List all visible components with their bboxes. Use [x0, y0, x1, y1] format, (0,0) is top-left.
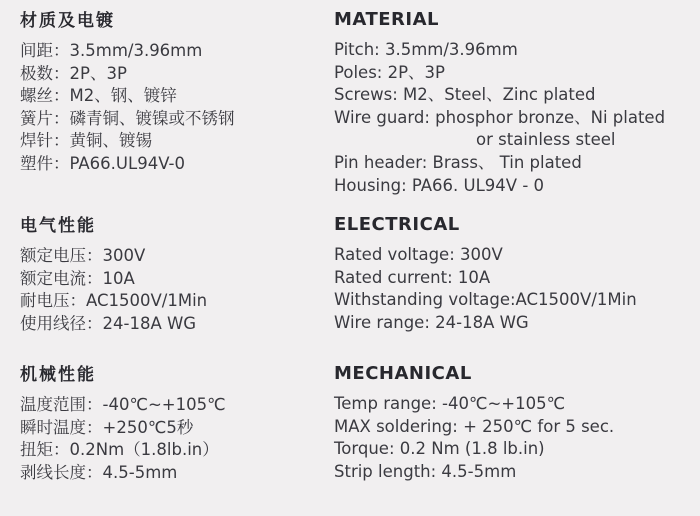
spec-line: Temp range: -40℃~+105℃	[334, 394, 566, 413]
electrical-section-cn	[20, 215, 320, 335]
section-heading: 电气性能	[20, 216, 96, 236]
spec-line: Pitch: 3.5mm/3.96mm	[334, 40, 518, 59]
spec-line: or stainless steel	[476, 130, 616, 150]
spec-line: Withstanding voltage:AC1500V/1Min	[334, 290, 637, 310]
spec-line: 螺丝：M2、钢、镀锌	[20, 86, 177, 106]
spec-line: Wire range: 24-18A WG	[334, 312, 529, 332]
material-section-en	[334, 9, 696, 197]
spec-line: Torque: 0.2 Nm (1.8 lb.in)	[334, 439, 545, 459]
spec-line: 极数：2P、3P	[20, 63, 127, 83]
section-heading: 材质及电镀	[20, 11, 115, 31]
spec-line: 瞬时温度：+250℃5秒	[20, 417, 194, 437]
spec-line: 温度范围：-40℃~+105℃	[20, 395, 226, 414]
spec-line: Rated current: 10A	[334, 267, 491, 287]
spec-line: 使用线径：24-18A WG	[20, 313, 197, 333]
mechanical-section-en	[334, 363, 696, 483]
spec-line: 剥线长度：4.5-5mm	[20, 462, 178, 482]
spec-line: 额定电流：10A	[20, 268, 135, 288]
spec-line: Screws: M2、Steel、Zinc plated	[334, 85, 596, 105]
electrical-section-en	[334, 214, 696, 334]
spec-line: Rated voltage: 300V	[334, 245, 503, 264]
spec-line: 间距：3.5mm/3.96mm	[20, 41, 203, 60]
section-heading: MECHANICAL	[334, 363, 472, 384]
spec-line: Housing: PA66. UL94V - 0	[334, 175, 545, 195]
spec-line: 扭矩：0.2Nm（1.8lb.in）	[20, 440, 219, 460]
section-heading: MATERIAL	[334, 9, 439, 30]
mechanical-section-cn	[20, 364, 320, 484]
material-section-cn	[20, 10, 320, 176]
section-heading: 机械性能	[20, 365, 96, 385]
section-heading: ELECTRICAL	[334, 214, 460, 235]
spec-line: MAX soldering: + 250℃ for 5 sec.	[334, 416, 615, 436]
spec-line: Wire guard: phosphor bronze、Ni plated	[334, 107, 666, 127]
spec-line: 焊针：黄铜、镀锡	[20, 131, 152, 151]
spec-line: 耐电压：AC1500V/1Min	[20, 291, 208, 311]
spec-line: Pin header: Brass、 Tin plated	[334, 152, 582, 172]
spec-line: 塑件：PA66.UL94V-0	[20, 153, 185, 173]
spec-line: 额定电压：300V	[20, 246, 146, 265]
spec-line: Strip length: 4.5-5mm	[334, 461, 517, 481]
spec-line: Poles: 2P、3P	[334, 62, 445, 82]
spec-line: 簧片：磷青铜、镀镍或不锈钢	[20, 108, 235, 128]
